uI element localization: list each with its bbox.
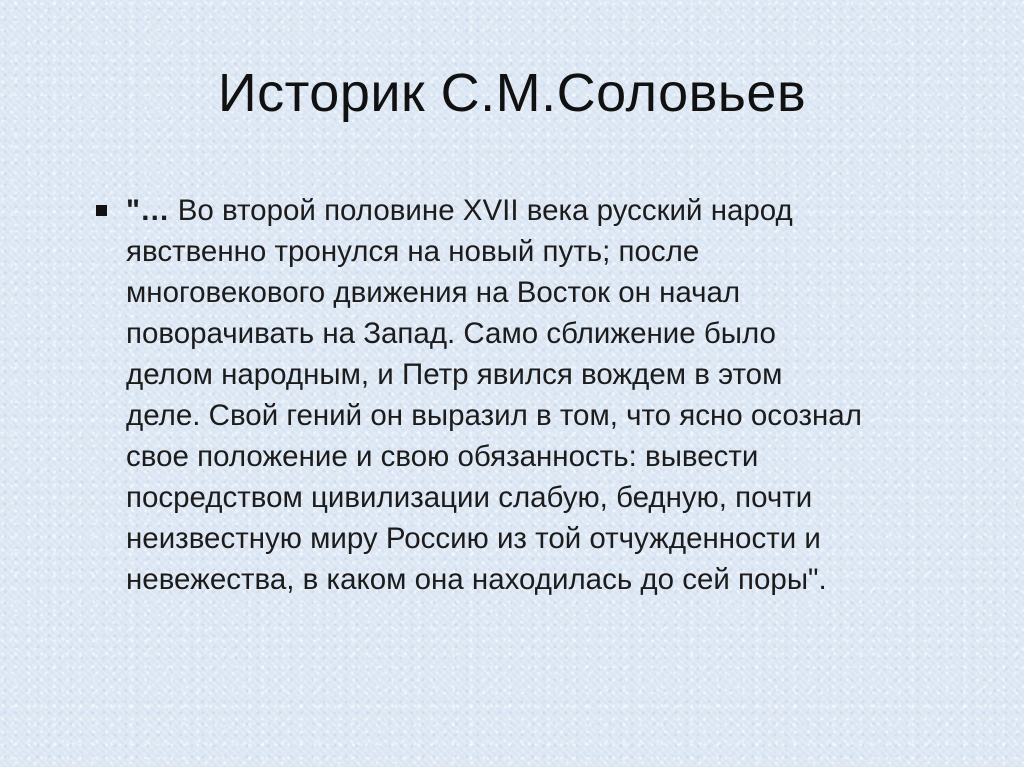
quote-opening: "… [126, 194, 170, 227]
quote-line: неизвестную миру Россию из той отчужденности и [126, 522, 821, 555]
quote-line: явственно тронулся на новый путь; после [126, 235, 700, 268]
quote-line: посредством цивилизации слабую, бедную, почти [126, 481, 813, 514]
slide-content [96, 190, 976, 600]
quote-line-text: Во второй половине XVII века русский народ [169, 194, 793, 227]
slide-title: Историк С.М.Соловьев [217, 63, 807, 123]
square-bullet-icon [96, 205, 107, 216]
bullet-item [96, 190, 976, 600]
quote-line: поворачивать на Запад. Само сближение было [126, 317, 776, 350]
quote-line: делом народным, и Петр явился вождем в этом [126, 358, 783, 391]
quote-line: многовекового движения на Восток он начал [126, 276, 741, 309]
quote-line: деле. Свой гений он выразил в том, что ясно осознал [126, 399, 862, 432]
quote-line: свое положение и свою обязанность: вывести [126, 440, 759, 473]
quote-text [126, 190, 862, 600]
quote-line [126, 190, 862, 231]
quote-line: невежества, в каком она находилась до сей поры". [126, 563, 827, 596]
